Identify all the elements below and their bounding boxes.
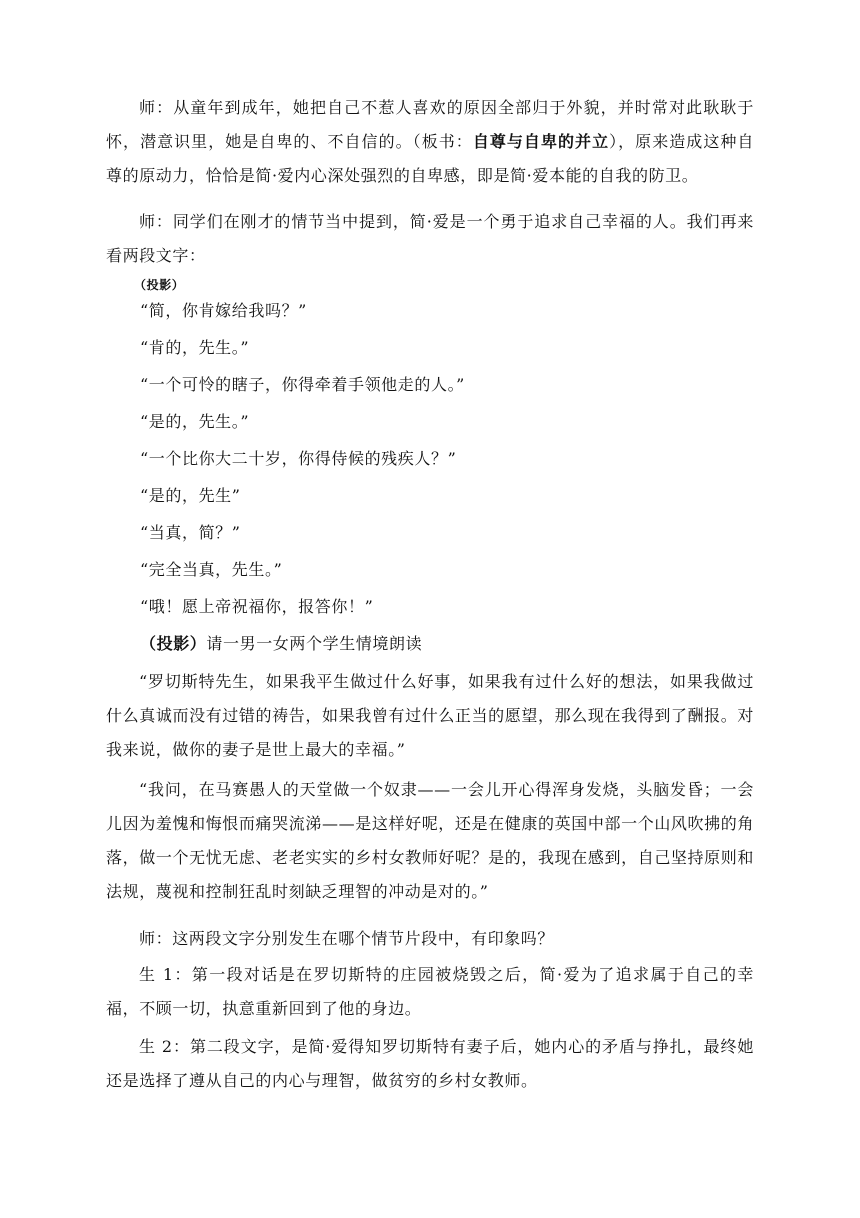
paragraph-teacher-1 xyxy=(106,91,754,193)
dialogue-line: “一个比你大二十岁，你得侍候的残疾人？” xyxy=(140,449,457,468)
dialogue-line: “是的，先生。” xyxy=(140,412,250,431)
projection-label: （投影） xyxy=(140,634,207,653)
dialogue-line: “一个可怜的瞎子，你得牵着手领他走的人。” xyxy=(140,375,465,394)
projection-label: （投影） xyxy=(134,278,185,292)
dialogue-line: “是的，先生” xyxy=(140,486,241,505)
quote-paragraph-1: “罗切斯特先生，如果我平生做过什么好事，如果我有过什么好的想法，如果我做过什么真诚而没有过错的祷告，如果我曾有过什么正当的愿望，那么现在我得到了酬报。对我来说，做你的妻子是世上最大的幸福。” xyxy=(106,672,754,759)
blackboard-note: 自尊与自卑的并立 xyxy=(472,132,610,151)
paragraph-student-1: 生 1：第一段对话是在罗切斯特的庄园被烧毁之后，简·爱为了追求属于自己的幸福，不顾一切，执意重新回到了他的身边。 xyxy=(106,965,754,1018)
dialogue-line: “完全当真，先生。” xyxy=(140,560,283,579)
paragraph-text: ），原来造成这种自尊的原动力，恰恰是简·爱内心深处强烈的自卑感，即是简·爱本能的自我的防卫。 xyxy=(106,132,754,185)
projection-instruction xyxy=(140,633,422,655)
dialogue-line: “肯的，先生。” xyxy=(140,338,250,357)
instruction-text: 请一男一女两个学生情境朗读 xyxy=(206,634,423,653)
dialogue-line: “哦！愿上帝祝福你，报答你！” xyxy=(140,597,374,616)
paragraph-student-2: 生 2：第二段文字，是简·爱得知罗切斯特有妻子后，她内心的矛盾与挣扎，最终她还是选择了遵从自己的内心与理智，做贫穷的乡村女教师。 xyxy=(106,1037,754,1090)
paragraph-teacher-question: 师：这两段文字分别发生在哪个情节片段中，有印象吗？ xyxy=(139,929,555,948)
paragraph-teacher-2: 师：同学们在刚才的情节当中提到，简·爱是一个勇于追求自己幸福的人。我们再来看两段文字： xyxy=(106,212,754,265)
dialogue-line: “当真，简？” xyxy=(140,523,241,542)
paragraph-text: 师：从童年到成年，她把自己不惹人喜欢的原因全部归于外貌，并时常对此耿耿于怀，潜意识里，她是自卑的、不自信的。（板书： xyxy=(106,98,754,151)
dialogue-line: “简，你肯嫁给我吗？” xyxy=(140,301,307,320)
quote-paragraph-2: “我问，在马赛愚人的天堂做一个奴隶——一会儿开心得浑身发烧，头脑发昏；一会儿因为羞愧和悔恨而痛哭流涕——是这样好呢，还是在健康的英国中部一个山风吹拂的角落，做一个无忧无虑、老老实实的乡村女教师好呢？是的，我现在感到，自己坚持原则和法规，蔑视和控制狂乱时刻缺乏理智的冲动是对的。” xyxy=(106,780,754,901)
